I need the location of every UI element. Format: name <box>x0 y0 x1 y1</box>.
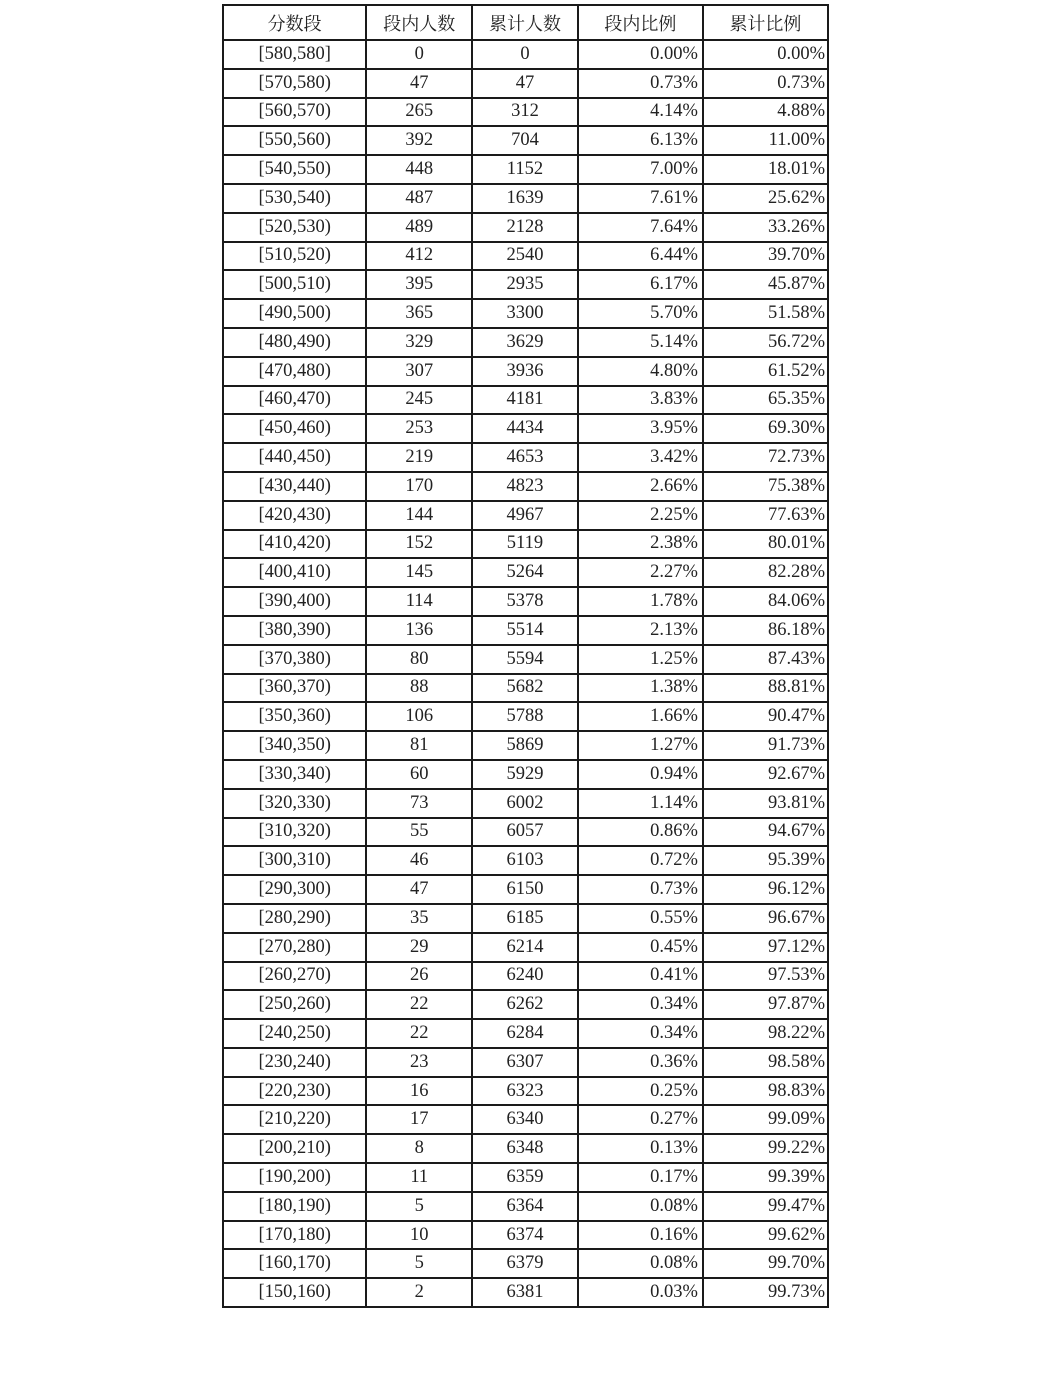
cell-count-in-range: 395 <box>366 270 472 299</box>
cell-count-in-range: 0 <box>366 40 472 69</box>
cell-count-in-range: 81 <box>366 731 472 760</box>
table-row <box>223 1105 828 1134</box>
cell-score-range: [500,510) <box>223 270 366 299</box>
cell-score-range: [530,540) <box>223 184 366 213</box>
cell-score-range: [490,500) <box>223 299 366 328</box>
cell-cumulative-count: 5594 <box>472 645 578 674</box>
cell-range-percent: 0.45% <box>578 933 703 962</box>
cell-count-in-range: 114 <box>366 587 472 616</box>
cell-cumulative-percent: 99.22% <box>703 1134 828 1163</box>
cell-count-in-range: 253 <box>366 414 472 443</box>
cell-range-percent: 2.27% <box>578 558 703 587</box>
cell-range-percent: 6.13% <box>578 126 703 155</box>
header-cumulative-count: 累计人数 <box>472 5 578 40</box>
cell-cumulative-percent: 11.00% <box>703 126 828 155</box>
cell-score-range: [180,190) <box>223 1192 366 1221</box>
cell-score-range: [570,580) <box>223 69 366 98</box>
cell-score-range: [210,220) <box>223 1105 366 1134</box>
cell-cumulative-percent: 69.30% <box>703 414 828 443</box>
cell-count-in-range: 2 <box>366 1278 472 1307</box>
cell-cumulative-count: 312 <box>472 98 578 127</box>
cell-range-percent: 0.34% <box>578 990 703 1019</box>
table-row <box>223 731 828 760</box>
cell-cumulative-percent: 99.70% <box>703 1249 828 1278</box>
cell-score-range: [360,370) <box>223 674 366 703</box>
table-row <box>223 990 828 1019</box>
header-range-percent: 段内比例 <box>578 5 703 40</box>
cell-cumulative-count: 5869 <box>472 731 578 760</box>
cell-count-in-range: 35 <box>366 904 472 933</box>
table-row <box>223 443 828 472</box>
cell-cumulative-percent: 77.63% <box>703 501 828 530</box>
table-row <box>223 616 828 645</box>
cell-cumulative-count: 6364 <box>472 1192 578 1221</box>
cell-count-in-range: 307 <box>366 357 472 386</box>
cell-count-in-range: 106 <box>366 702 472 731</box>
table-row <box>223 40 828 69</box>
cell-count-in-range: 136 <box>366 616 472 645</box>
cell-score-range: [480,490) <box>223 328 366 357</box>
cell-score-range: [240,250) <box>223 1019 366 1048</box>
cell-range-percent: 4.80% <box>578 357 703 386</box>
cell-cumulative-count: 2128 <box>472 213 578 242</box>
cell-cumulative-percent: 91.73% <box>703 731 828 760</box>
cell-score-range: [370,380) <box>223 645 366 674</box>
cell-cumulative-count: 6284 <box>472 1019 578 1048</box>
cell-count-in-range: 23 <box>366 1048 472 1077</box>
cell-range-percent: 0.08% <box>578 1192 703 1221</box>
cell-cumulative-percent: 98.58% <box>703 1048 828 1077</box>
cell-score-range: [300,310) <box>223 846 366 875</box>
cell-cumulative-percent: 33.26% <box>703 213 828 242</box>
cell-count-in-range: 145 <box>366 558 472 587</box>
header-row <box>223 5 828 40</box>
cell-cumulative-count: 6340 <box>472 1105 578 1134</box>
cell-score-range: [430,440) <box>223 472 366 501</box>
cell-cumulative-count: 6002 <box>472 789 578 818</box>
header-score-range: 分数段 <box>223 5 366 40</box>
cell-cumulative-count: 6150 <box>472 875 578 904</box>
cell-score-range: [400,410) <box>223 558 366 587</box>
cell-range-percent: 5.14% <box>578 328 703 357</box>
header-count-in-range: 段内人数 <box>366 5 472 40</box>
cell-score-range: [510,520) <box>223 242 366 271</box>
cell-score-range: [560,570) <box>223 98 366 127</box>
cell-cumulative-count: 704 <box>472 126 578 155</box>
cell-cumulative-percent: 51.58% <box>703 299 828 328</box>
table-row <box>223 357 828 386</box>
cell-cumulative-percent: 99.09% <box>703 1105 828 1134</box>
cell-score-range: [280,290) <box>223 904 366 933</box>
cell-count-in-range: 88 <box>366 674 472 703</box>
cell-count-in-range: 80 <box>366 645 472 674</box>
cell-range-percent: 7.64% <box>578 213 703 242</box>
cell-cumulative-percent: 72.73% <box>703 443 828 472</box>
cell-range-percent: 0.72% <box>578 846 703 875</box>
cell-range-percent: 7.00% <box>578 155 703 184</box>
cell-score-range: [440,450) <box>223 443 366 472</box>
cell-cumulative-percent: 18.01% <box>703 155 828 184</box>
cell-count-in-range: 26 <box>366 962 472 991</box>
cell-cumulative-count: 6374 <box>472 1221 578 1250</box>
cell-range-percent: 2.66% <box>578 472 703 501</box>
cell-score-range: [270,280) <box>223 933 366 962</box>
cell-range-percent: 1.27% <box>578 731 703 760</box>
cell-range-percent: 0.13% <box>578 1134 703 1163</box>
cell-cumulative-percent: 87.43% <box>703 645 828 674</box>
cell-cumulative-count: 5119 <box>472 530 578 559</box>
cell-range-percent: 0.94% <box>578 760 703 789</box>
cell-score-range: [460,470) <box>223 386 366 415</box>
cell-count-in-range: 29 <box>366 933 472 962</box>
cell-cumulative-count: 5378 <box>472 587 578 616</box>
cell-count-in-range: 265 <box>366 98 472 127</box>
cell-count-in-range: 487 <box>366 184 472 213</box>
cell-range-percent: 1.25% <box>578 645 703 674</box>
cell-range-percent: 3.83% <box>578 386 703 415</box>
cell-score-range: [190,200) <box>223 1163 366 1192</box>
cell-range-percent: 0.17% <box>578 1163 703 1192</box>
cell-cumulative-percent: 45.87% <box>703 270 828 299</box>
table-row <box>223 69 828 98</box>
cell-cumulative-count: 6379 <box>472 1249 578 1278</box>
cell-score-range: [230,240) <box>223 1048 366 1077</box>
cell-count-in-range: 5 <box>366 1192 472 1221</box>
table-row <box>223 242 828 271</box>
cell-count-in-range: 73 <box>366 789 472 818</box>
cell-cumulative-count: 6185 <box>472 904 578 933</box>
cell-range-percent: 0.03% <box>578 1278 703 1307</box>
cell-cumulative-count: 4967 <box>472 501 578 530</box>
cell-score-range: [470,480) <box>223 357 366 386</box>
cell-cumulative-percent: 92.67% <box>703 760 828 789</box>
cell-range-percent: 1.66% <box>578 702 703 731</box>
cell-range-percent: 0.41% <box>578 962 703 991</box>
cell-cumulative-percent: 95.39% <box>703 846 828 875</box>
cell-count-in-range: 16 <box>366 1077 472 1106</box>
cell-count-in-range: 60 <box>366 760 472 789</box>
cell-cumulative-count: 6240 <box>472 962 578 991</box>
cell-count-in-range: 55 <box>366 818 472 847</box>
table-row <box>223 558 828 587</box>
cell-cumulative-percent: 88.81% <box>703 674 828 703</box>
cell-cumulative-percent: 99.62% <box>703 1221 828 1250</box>
cell-range-percent: 1.14% <box>578 789 703 818</box>
cell-cumulative-percent: 99.47% <box>703 1192 828 1221</box>
cell-score-range: [160,170) <box>223 1249 366 1278</box>
table-row <box>223 674 828 703</box>
cell-count-in-range: 219 <box>366 443 472 472</box>
table-row <box>223 1048 828 1077</box>
cell-score-range: [420,430) <box>223 501 366 530</box>
table-row <box>223 1249 828 1278</box>
cell-cumulative-percent: 99.39% <box>703 1163 828 1192</box>
cell-cumulative-count: 5929 <box>472 760 578 789</box>
cell-cumulative-count: 3300 <box>472 299 578 328</box>
table-row <box>223 933 828 962</box>
cell-count-in-range: 10 <box>366 1221 472 1250</box>
table-row <box>223 1077 828 1106</box>
cell-range-percent: 1.78% <box>578 587 703 616</box>
cell-score-range: [290,300) <box>223 875 366 904</box>
table-row <box>223 1192 828 1221</box>
cell-count-in-range: 144 <box>366 501 472 530</box>
cell-cumulative-count: 6057 <box>472 818 578 847</box>
cell-cumulative-count: 6262 <box>472 990 578 1019</box>
cell-count-in-range: 448 <box>366 155 472 184</box>
cell-cumulative-count: 5788 <box>472 702 578 731</box>
cell-cumulative-count: 6214 <box>472 933 578 962</box>
cell-count-in-range: 8 <box>366 1134 472 1163</box>
table-row <box>223 472 828 501</box>
cell-cumulative-percent: 80.01% <box>703 530 828 559</box>
cell-cumulative-count: 5682 <box>472 674 578 703</box>
cell-score-range: [340,350) <box>223 731 366 760</box>
cell-count-in-range: 22 <box>366 990 472 1019</box>
table-row <box>223 1163 828 1192</box>
cell-cumulative-count: 6103 <box>472 846 578 875</box>
cell-cumulative-count: 4181 <box>472 386 578 415</box>
cell-score-range: [170,180) <box>223 1221 366 1250</box>
cell-cumulative-count: 6359 <box>472 1163 578 1192</box>
table-row <box>223 645 828 674</box>
cell-score-range: [520,530) <box>223 213 366 242</box>
table-row <box>223 184 828 213</box>
cell-cumulative-count: 6381 <box>472 1278 578 1307</box>
cell-range-percent: 0.08% <box>578 1249 703 1278</box>
cell-score-range: [330,340) <box>223 760 366 789</box>
cell-cumulative-count: 4653 <box>472 443 578 472</box>
cell-score-range: [450,460) <box>223 414 366 443</box>
cell-cumulative-count: 1152 <box>472 155 578 184</box>
table-row <box>223 904 828 933</box>
cell-range-percent: 2.38% <box>578 530 703 559</box>
cell-count-in-range: 170 <box>366 472 472 501</box>
table-row <box>223 98 828 127</box>
table-body <box>223 40 828 1307</box>
cell-score-range: [550,560) <box>223 126 366 155</box>
table-row <box>223 270 828 299</box>
cell-range-percent: 0.34% <box>578 1019 703 1048</box>
cell-cumulative-percent: 98.83% <box>703 1077 828 1106</box>
header-cumulative-percent: 累计比例 <box>703 5 828 40</box>
cell-score-range: [410,420) <box>223 530 366 559</box>
cell-score-range: [220,230) <box>223 1077 366 1106</box>
cell-cumulative-count: 0 <box>472 40 578 69</box>
cell-range-percent: 6.17% <box>578 270 703 299</box>
cell-cumulative-count: 5514 <box>472 616 578 645</box>
cell-count-in-range: 46 <box>366 846 472 875</box>
cell-count-in-range: 392 <box>366 126 472 155</box>
cell-cumulative-percent: 97.53% <box>703 962 828 991</box>
cell-cumulative-percent: 4.88% <box>703 98 828 127</box>
table-row <box>223 760 828 789</box>
cell-range-percent: 0.27% <box>578 1105 703 1134</box>
table-row <box>223 386 828 415</box>
cell-range-percent: 5.70% <box>578 299 703 328</box>
cell-range-percent: 0.73% <box>578 875 703 904</box>
cell-range-percent: 4.14% <box>578 98 703 127</box>
cell-count-in-range: 489 <box>366 213 472 242</box>
cell-range-percent: 0.25% <box>578 1077 703 1106</box>
cell-cumulative-percent: 56.72% <box>703 328 828 357</box>
cell-score-range: [350,360) <box>223 702 366 731</box>
table-row <box>223 587 828 616</box>
cell-cumulative-percent: 99.73% <box>703 1278 828 1307</box>
cell-cumulative-percent: 82.28% <box>703 558 828 587</box>
cell-cumulative-percent: 0.00% <box>703 40 828 69</box>
cell-cumulative-count: 6323 <box>472 1077 578 1106</box>
cell-cumulative-percent: 96.12% <box>703 875 828 904</box>
cell-count-in-range: 47 <box>366 875 472 904</box>
table-row <box>223 1221 828 1250</box>
cell-score-range: [580,580] <box>223 40 366 69</box>
table-row <box>223 126 828 155</box>
cell-range-percent: 0.86% <box>578 818 703 847</box>
cell-range-percent: 1.38% <box>578 674 703 703</box>
cell-score-range: [380,390) <box>223 616 366 645</box>
table-row <box>223 501 828 530</box>
cell-cumulative-count: 2935 <box>472 270 578 299</box>
cell-count-in-range: 245 <box>366 386 472 415</box>
cell-range-percent: 2.25% <box>578 501 703 530</box>
cell-score-range: [540,550) <box>223 155 366 184</box>
table-row <box>223 962 828 991</box>
table-row <box>223 702 828 731</box>
cell-cumulative-percent: 65.35% <box>703 386 828 415</box>
cell-cumulative-percent: 75.38% <box>703 472 828 501</box>
cell-score-range: [260,270) <box>223 962 366 991</box>
table-row <box>223 299 828 328</box>
cell-count-in-range: 22 <box>366 1019 472 1048</box>
cell-range-percent: 3.95% <box>578 414 703 443</box>
cell-cumulative-count: 5264 <box>472 558 578 587</box>
cell-cumulative-percent: 97.87% <box>703 990 828 1019</box>
cell-count-in-range: 5 <box>366 1249 472 1278</box>
cell-range-percent: 0.73% <box>578 69 703 98</box>
cell-cumulative-percent: 98.22% <box>703 1019 828 1048</box>
cell-cumulative-count: 4434 <box>472 414 578 443</box>
cell-cumulative-count: 3629 <box>472 328 578 357</box>
cell-count-in-range: 412 <box>366 242 472 271</box>
cell-score-range: [320,330) <box>223 789 366 818</box>
table-row <box>223 846 828 875</box>
cell-cumulative-percent: 97.12% <box>703 933 828 962</box>
cell-range-percent: 0.00% <box>578 40 703 69</box>
cell-range-percent: 0.16% <box>578 1221 703 1250</box>
cell-score-range: [250,260) <box>223 990 366 1019</box>
table-row <box>223 875 828 904</box>
score-distribution-table <box>222 4 829 1308</box>
cell-score-range: [150,160) <box>223 1278 366 1307</box>
cell-count-in-range: 365 <box>366 299 472 328</box>
cell-cumulative-percent: 25.62% <box>703 184 828 213</box>
table-row <box>223 328 828 357</box>
cell-cumulative-count: 3936 <box>472 357 578 386</box>
cell-count-in-range: 152 <box>366 530 472 559</box>
table-row <box>223 414 828 443</box>
cell-range-percent: 0.36% <box>578 1048 703 1077</box>
cell-score-range: [310,320) <box>223 818 366 847</box>
cell-count-in-range: 11 <box>366 1163 472 1192</box>
cell-cumulative-count: 6348 <box>472 1134 578 1163</box>
cell-cumulative-percent: 94.67% <box>703 818 828 847</box>
cell-range-percent: 0.55% <box>578 904 703 933</box>
cell-range-percent: 6.44% <box>578 242 703 271</box>
cell-cumulative-percent: 96.67% <box>703 904 828 933</box>
cell-score-range: [200,210) <box>223 1134 366 1163</box>
cell-count-in-range: 17 <box>366 1105 472 1134</box>
cell-range-percent: 2.13% <box>578 616 703 645</box>
table-row <box>223 1019 828 1048</box>
cell-cumulative-count: 6307 <box>472 1048 578 1077</box>
table-row <box>223 213 828 242</box>
cell-cumulative-count: 4823 <box>472 472 578 501</box>
table-row <box>223 789 828 818</box>
table-row <box>223 818 828 847</box>
table-row <box>223 1278 828 1307</box>
cell-range-percent: 3.42% <box>578 443 703 472</box>
cell-cumulative-count: 1639 <box>472 184 578 213</box>
cell-cumulative-percent: 0.73% <box>703 69 828 98</box>
cell-range-percent: 7.61% <box>578 184 703 213</box>
table-row <box>223 155 828 184</box>
cell-count-in-range: 329 <box>366 328 472 357</box>
cell-cumulative-percent: 93.81% <box>703 789 828 818</box>
cell-cumulative-count: 2540 <box>472 242 578 271</box>
cell-cumulative-percent: 86.18% <box>703 616 828 645</box>
cell-count-in-range: 47 <box>366 69 472 98</box>
cell-cumulative-percent: 61.52% <box>703 357 828 386</box>
cell-cumulative-percent: 90.47% <box>703 702 828 731</box>
cell-cumulative-percent: 39.70% <box>703 242 828 271</box>
table-row <box>223 1134 828 1163</box>
cell-score-range: [390,400) <box>223 587 366 616</box>
cell-cumulative-percent: 84.06% <box>703 587 828 616</box>
cell-cumulative-count: 47 <box>472 69 578 98</box>
table-header <box>223 5 828 40</box>
table-row <box>223 530 828 559</box>
